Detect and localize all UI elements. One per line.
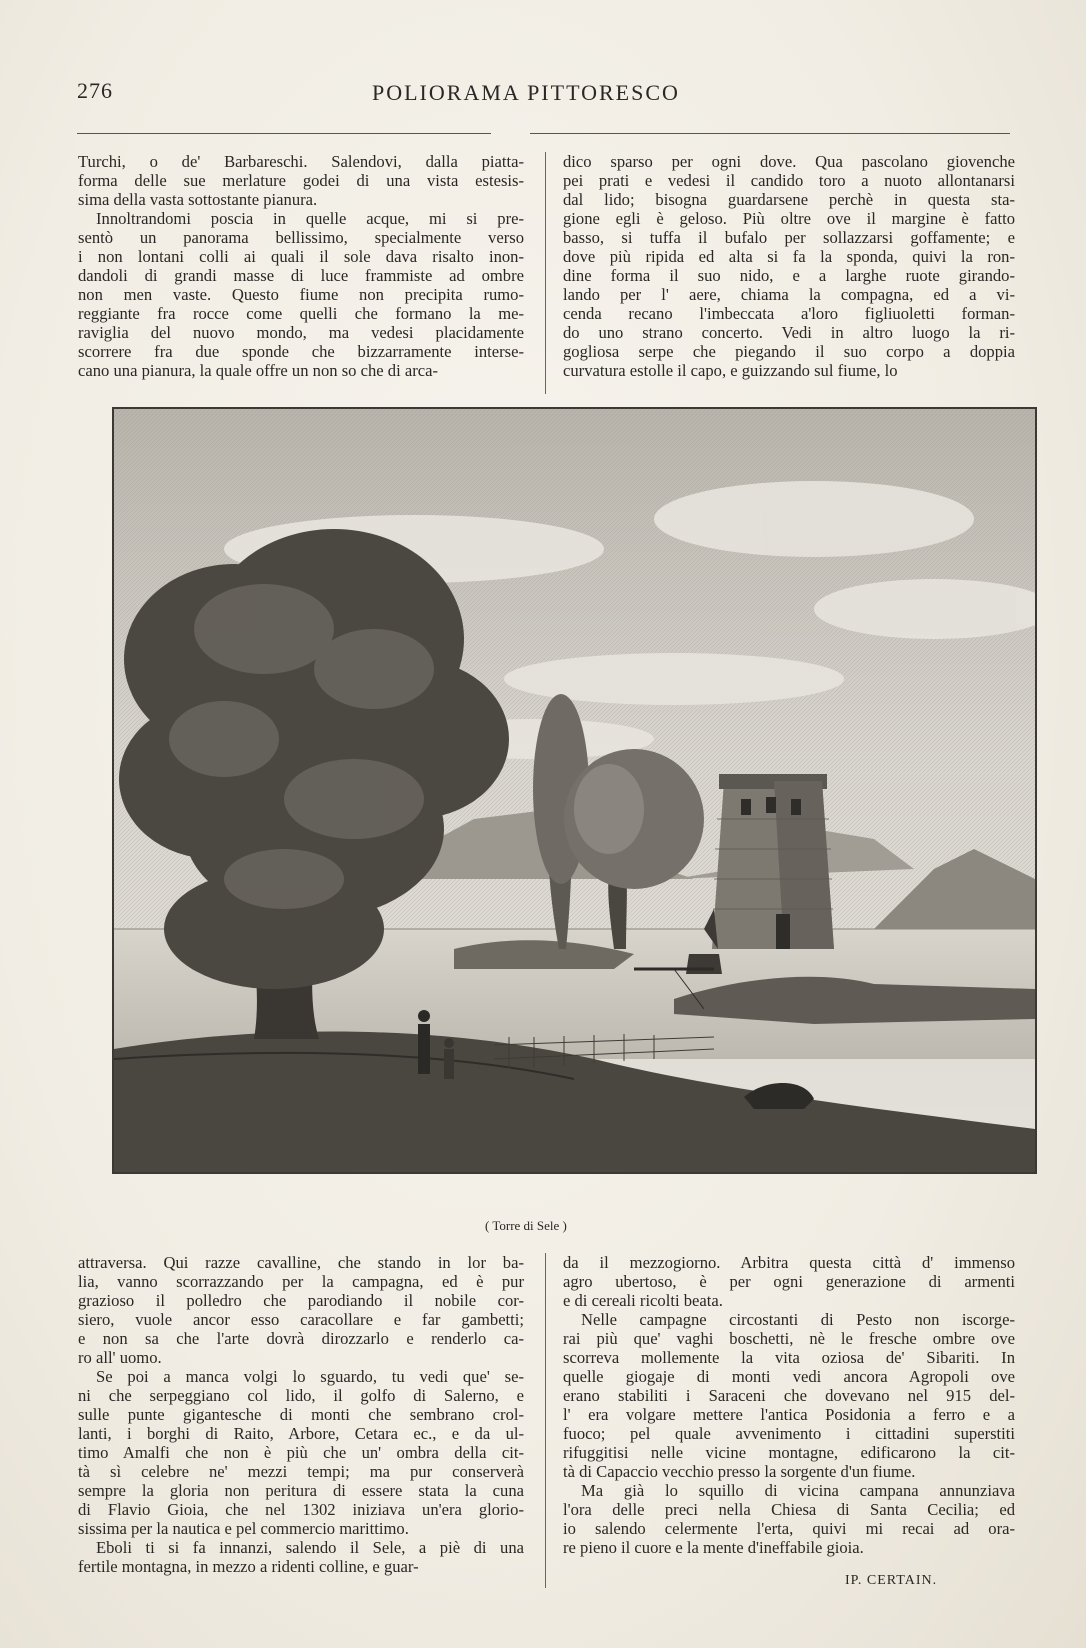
text-line: curvatura estolle il capo, e guizzando sul fiume, lo xyxy=(563,361,898,380)
page-header xyxy=(0,78,1086,114)
text-line: e di cereali ricolti beata. xyxy=(563,1291,723,1310)
text-line: tà di Capaccio vecchio presso la sorgente d'un fiume. xyxy=(563,1462,916,1481)
text-line: grazioso il polledro che parodiando il nobile cor- xyxy=(78,1291,524,1310)
text-line: Turchi, o de' Barbareschi. Salendovi, dalla piatta- xyxy=(78,152,524,171)
text-line: tà sì celebre ne' mezzi tempi; ma pur conserverà xyxy=(78,1462,524,1481)
text-line: fuoco; pel quale avvenimento i cittadini superstiti xyxy=(563,1424,1015,1443)
text-line: quelle giogaje di monti vedi ancora Agropoli ove xyxy=(563,1367,1015,1386)
text-column-top-left xyxy=(78,152,524,392)
text-line: gogliosa serpe che piegando il suo corpo a doppia xyxy=(563,342,1015,361)
text-line: ni che serpeggiano col lido, il golfo di Salerno, e xyxy=(78,1386,524,1405)
text-line: ro all' uomo. xyxy=(78,1348,162,1367)
engraving-illustration xyxy=(114,409,1035,1172)
text-line: do uno strano concerto. Vedi in altro luogo la ri- xyxy=(563,323,1015,342)
text-line: Ma già lo squillo di vicina campana annunziava xyxy=(581,1481,1015,1500)
text-line: reggiante fra rocce come quelli che formano la me- xyxy=(78,304,524,323)
column-separator-bottom xyxy=(545,1253,546,1588)
text-line: Se poi a manca volgi lo sguardo, tu vedi que' se- xyxy=(96,1367,524,1386)
text-line: sima della vasta sottostante pianura. xyxy=(78,190,318,209)
text-line: erano stabiliti i Saraceni che dovevano nel 915 del- xyxy=(563,1386,1015,1405)
text-line: cano una pianura, la quale offre un non so che di arca- xyxy=(78,361,438,380)
text-column-bottom-right xyxy=(563,1253,1015,1573)
text-line: forma delle sue merlature godei di una vista estesis- xyxy=(78,171,524,190)
text-line: timo Amalfi che non è più che un' ombra della cit- xyxy=(78,1443,524,1462)
figure-caption: ( Torre di Sele ) xyxy=(485,1218,567,1233)
text-line: Eboli ti si fa innanzi, salendo il Sele, a piè di una xyxy=(96,1538,524,1557)
text-line: basso, si tuffa il bufalo per sollazzarsi goffamente; e xyxy=(563,228,1015,247)
text-line: dove più ripida ed alta si fa la sponda, quivi la ron- xyxy=(563,247,1015,266)
text-line: siero, vuole ancor esso caracollare e far gambetti; xyxy=(78,1310,524,1329)
text-line: gione egli è geloso. Più oltre ove il margine è fatto xyxy=(563,209,1015,228)
header-rule-left xyxy=(77,133,491,134)
text-line: sulle punte gigantesche di monti che sembrano crol- xyxy=(78,1405,524,1424)
header-rule-right xyxy=(530,133,1010,134)
text-line: dine forma il suo nido, e a larghe ruote girando- xyxy=(563,266,1015,285)
text-line: di Flavio Gioia, che nel 1302 iniziava un'era glorio- xyxy=(78,1500,524,1519)
text-line: l' era volgare mettere l'antica Posidonia a ferro e a xyxy=(563,1405,1015,1424)
text-line: dico sparso per ogni dove. Qua pascolano giovenche xyxy=(563,152,1015,171)
text-line: l'ora delle preci nella Chiesa di Santa Cecilia; ed xyxy=(563,1500,1015,1519)
text-line: sissima per la nautica e pel commercio marittimo. xyxy=(78,1519,409,1538)
text-line: lando per l' aere, chiama la compagna, ed a vi- xyxy=(563,285,1015,304)
text-line: cenda recano l'imbeccata a'loro figliuoletti forman- xyxy=(563,304,1015,323)
engraving-torre-di-sele xyxy=(112,407,1037,1174)
text-line: scorrere fra due sponde che bizzarramente interse- xyxy=(78,342,524,361)
text-line: raviglia del nuovo mondo, ma vedesi placidamente xyxy=(78,323,524,342)
text-column-top-right xyxy=(563,152,1015,392)
text-column-bottom-left xyxy=(78,1253,524,1589)
text-line: lia, vanno scorrazzando per la campagna, ed è pur xyxy=(78,1272,524,1291)
text-line: re pieno il cuore e la mente d'ineffabile gioia. xyxy=(563,1538,864,1557)
journal-title: POLIORAMA PITTORESCO xyxy=(372,80,680,105)
text-line: io salendo celermente l'erta, quivi mi recai ad ora- xyxy=(563,1519,1015,1538)
page-number: 276 xyxy=(77,78,113,103)
text-line: dal lido; bisogna guardarsene perchè in questa sta- xyxy=(563,190,1015,209)
text-line: scorreva mollemente la vita oziosa de' Sibariti. In xyxy=(563,1348,1015,1367)
text-line: sempre la gloria non peritura di essere stata la cuna xyxy=(78,1481,524,1500)
text-line: Innoltrandomi poscia in quelle acque, mi si pre- xyxy=(96,209,524,228)
text-line: e non sa che l'arte dovrà dirozzarlo e renderlo ca- xyxy=(78,1329,524,1348)
text-line: da il mezzogiorno. Arbitra questa città d' immenso xyxy=(563,1253,1015,1272)
text-line: i non lontani colli ai quali il sole dava risalto inon- xyxy=(78,247,524,266)
text-line: attraversa. Qui razze cavalline, che stando in lor ba- xyxy=(78,1253,524,1272)
author-signature: IP. CERTAIN. xyxy=(845,1573,938,1588)
text-line: lanti, i borghi di Raito, Arbore, Cetara ec., e da ul- xyxy=(78,1424,524,1443)
column-separator-top xyxy=(545,152,546,394)
text-line: dandoli di grandi masse di luce frammiste ad ombre xyxy=(78,266,524,285)
text-line: rai più que' vaghi boschetti, nè le fresche ombre ove xyxy=(563,1329,1015,1348)
text-line: pei prati e vedesi il candido toro a nuoto allontanarsi xyxy=(563,171,1015,190)
text-line: non men vaste. Questo fiume non precipita rumo- xyxy=(78,285,524,304)
text-line: Nelle campagne circostanti di Pesto non iscorge- xyxy=(581,1310,1015,1329)
text-line: agro ubertoso, è per ogni generazione di armenti xyxy=(563,1272,1015,1291)
text-line: sentò un panorama bellissimo, specialmente verso xyxy=(78,228,524,247)
text-line: rifuggitisi nelle vicine montagne, edificarono la cit- xyxy=(563,1443,1015,1462)
text-line: fertile montagna, in mezzo a ridenti colline, e guar- xyxy=(78,1557,419,1576)
